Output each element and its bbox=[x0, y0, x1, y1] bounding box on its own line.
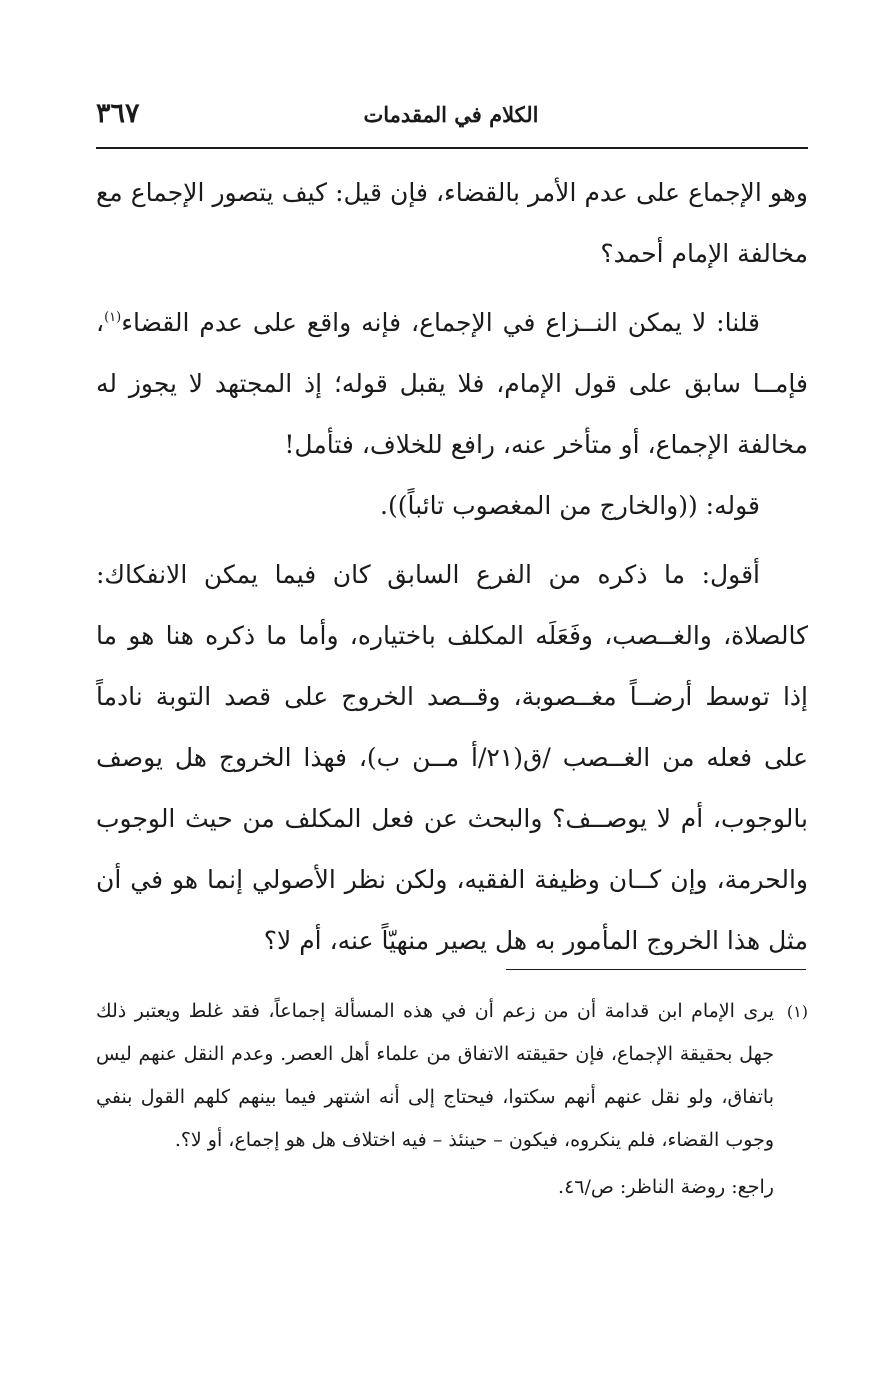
paragraph-2-text-before: قلنا: لا يمكن النــزاع في الإجماع، فإنه واقع على عدم القضاء bbox=[121, 308, 760, 337]
main-text bbox=[96, 162, 808, 971]
footnote-marker: (١) bbox=[786, 1002, 808, 1021]
footnote-text: يرى الإمام ابن قدامة أن من زعم أن في هذه المسألة إجماعاً، فقد غلط ويعتبر ذلك جهل بحقيقة الإجماع، فإن حقيقته الاتفاق من علماء أهل العصر. وعدم النقل عنهم ليس باتفاق، ولو نقل عنهم أنهم سكتوا، فيحتاج إلى أنه اشتهر فيما بينهم كلهم القول بنفي وجوب القضاء، فلم ينكروه، فيكون – حينئذ – فيه اختلاف هل هو إجماع، أو لا؟. bbox=[96, 1000, 774, 1151]
quoted-text: قوله: ((والخارج من المغصوب تائباً)). bbox=[380, 491, 760, 520]
paragraph-1: وهو الإجماع على عدم الأمر بالقضاء، فإن قيل: كيف يتصور الإجماع مع مخالفة الإمام أحمد؟ bbox=[96, 178, 808, 268]
footnote-reference[interactable]: (١) bbox=[104, 310, 122, 325]
running-title: الكلام في المقدمات bbox=[363, 102, 539, 127]
footnote-1 bbox=[96, 990, 808, 1162]
paragraph-2 bbox=[96, 292, 808, 475]
page-header bbox=[96, 98, 806, 138]
footnotes bbox=[96, 990, 808, 1209]
footnote-source: راجع: روضة الناظر: ص/٤٦. bbox=[558, 1176, 774, 1198]
page-number: ٣٦٧ bbox=[96, 98, 140, 129]
paragraph-2-text-after: ، فإمــا سابق على قول الإمام، فلا يقبل قوله؛ إذ المجتهد لا يجوز له مخالفة الإجماع، أو متأخر عنه، رافع للخلاف، فتأمل! bbox=[96, 308, 808, 459]
paragraph-3: أقول: ما ذكره من الفرع السابق كان فيما يمكن الانفكاك: كالصلاة، والغــصب، وفَعَلَه المكلف باختياره، وأما ما ذكره هنا هو ما إذا توسط أرضــاً مغــصوبة، وقــصد الخروج على قصد التوبة نادماً على فعله من الغــصب /ق(٢١/أ مــن ب)، فهذا الخروج هل يوصف بالوجوب، أم لا يوصــف؟ والبحث عن فعل المكلف من حيث الوجوب والحرمة، وإن كــان وظيفة الفقيه، ولكن نظر الأصولي إنما هو في أن مثل هذا الخروج المأمور به هل يصير منهيّاً عنه، أم لا؟ bbox=[96, 560, 808, 955]
header-rule bbox=[96, 147, 808, 149]
footnote-separator bbox=[506, 969, 806, 970]
